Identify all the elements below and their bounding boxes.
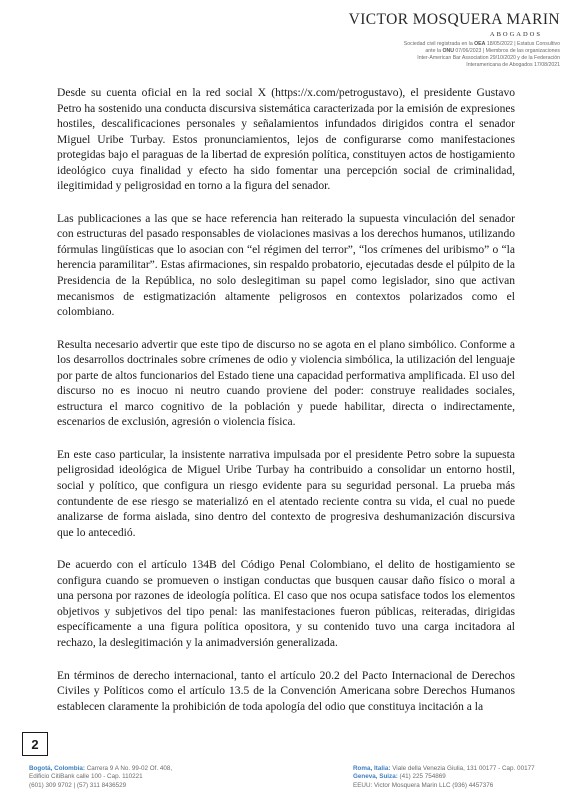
paragraph: Resulta necesario advertir que este tipo de discurso no se agota en el plano simbólico. Conforme a los desarrollos doctrinales sobre crímenes de odio y violencia simbólica, la utilización del lenguaje por parte de altos funcionarios del Estado tiene una capacidad performativa amplificada. El uso del discurso no es inocuo ni neutro cuando proviene del poder: construye realidades sociales, estructura el marco cognitivo de la población y puede habilitar, directa o indirectamente, escenarios de exclusión, agresión o violencia física. (57, 338, 515, 429)
firm-subtitle: ABOGADOS (489, 31, 542, 38)
footer-line: Edificio CitiBank calle 100 - Cap. 110221 (29, 773, 143, 781)
credentials (350, 41, 560, 69)
credential-line: Interamericana de Abogados 17/08/2021 (466, 62, 560, 68)
logo-row (350, 6, 560, 34)
footer-left-address: Bogotá, Colombia: Carrera 9 A No. 99-02 Of. 408, Edificio CitiBank calle 100 - Cap. 110221 (601) 309 9702 | (57) 311 8436529 (29, 765, 173, 789)
paragraph: Las publicaciones a las que se hace referencia han reiterado la supuesta vinculación del senador con estructuras del pasado responsables de violaciones masivas a los derechos humanos, utilizando fórmulas lingüísticas que lo asocian con “el régimen del terror”, “los crímenes del uribismo” o “la herencia paramilitar”. Estas afirmaciones, sin respaldo probatorio, ejecutadas desde el púlpito de la Presidencia de la República, no solo deslegitiman su papel como legislador, sino que activan mecanismos de estigmatización altamente peligrosos en contextos polarizados como el colombiano. (57, 212, 515, 319)
credential-line: Inter-American Bar Association 29/10/2020 y de la Federación (417, 55, 560, 61)
page-number: 2 (22, 732, 48, 756)
credential-line: ante la ONU 07/06/2023 | Miembros de las organizaciones (425, 48, 560, 54)
letterhead (350, 6, 560, 69)
paragraph: En términos de derecho internacional, tanto el artículo 20.2 del Pacto Internacional de Derechos Civiles y Políticos como el artículo 13.5 de la Convención Americana sobre Derechos Humanos establecen claramente la prohibición de toda apología del odio que constituya incitación a la (57, 669, 515, 713)
credential-line: Sociedad civil registrada en la OEA 18/05/2022 | Estatus Consultivo (403, 41, 560, 47)
footer-city: Roma, Italia: (353, 765, 391, 772)
footer-city: Geneva, Suiza: (353, 773, 398, 781)
document-body (57, 86, 515, 732)
paragraph: En este caso particular, la insistente narrativa impulsada por el presidente Petro sobre la supuesta peligrosidad ideológica de Miguel Uribe Turbay ha contribuido a consolidar un entorno hostil, social y político, que configura un riesgo evidente para su seguridad personal. La prueba más contundente de ese riesgo se materializó en el atentado reciente contra su vida, el cual no puede analizarse de forma aislada, sino dentro del contexto de progresiva deshumanización discursiva que lo antecedió. (57, 448, 515, 539)
paragraph: Desde su cuenta oficial en la red social X (https://x.com/petrogustavo), el presidente Gustavo Petro ha sostenido una conducta discursiva sistemática caracterizada por la emisión de expresiones hostiles, descalificaciones personales y señalamientos infundados dirigidos contra el senador Miguel Uribe Turbay. Estos pronunciamientos, lejos de configurarse como manifestaciones protegidas bajo el paraguas de la libertad de expresión política, constituyen actos de hostigamiento ideológico cuya finalidad y efecto ha sido fomentar una percepción social de criminalidad, ilegitimidad y peligrosidad en torno a la figura del senador. (57, 87, 515, 193)
footer-city: Bogotá, Colombia: (29, 765, 85, 772)
footer-right-address: Roma, Italia: Viale della Venezia Giulia, 131 00177 - Cap. 00177 Geneva, Suiza: (41) 225 754869 EEUU: Victor Mosquera Marin LLC (936) 4457376 (353, 765, 535, 789)
firm-name: VICTOR MOSQUERA MARIN (348, 11, 560, 28)
footer-line: EEUU: Victor Mosquera Marin LLC (936) 4457376 (353, 781, 494, 789)
paragraph: De acuerdo con el artículo 134B del Código Penal Colombiano, el delito de hostigamiento se configura cuando se promueven o instigan conductas que busquen causar daño físico o moral a una persona por razones de ideología política. El caso que nos ocupa satisface todos los elementos objetivos y subjetivos del tipo penal: las manifestaciones fueron públicas, reiteradas, dirigidas específicamente a una figura política opositora, y su contenido tuvo una carga incitadora al rechazo, la deslegitimación y la animadversión generalizada. (57, 559, 515, 649)
footer-phone: (601) 309 9702 | (57) 311 8436529 (29, 781, 127, 789)
